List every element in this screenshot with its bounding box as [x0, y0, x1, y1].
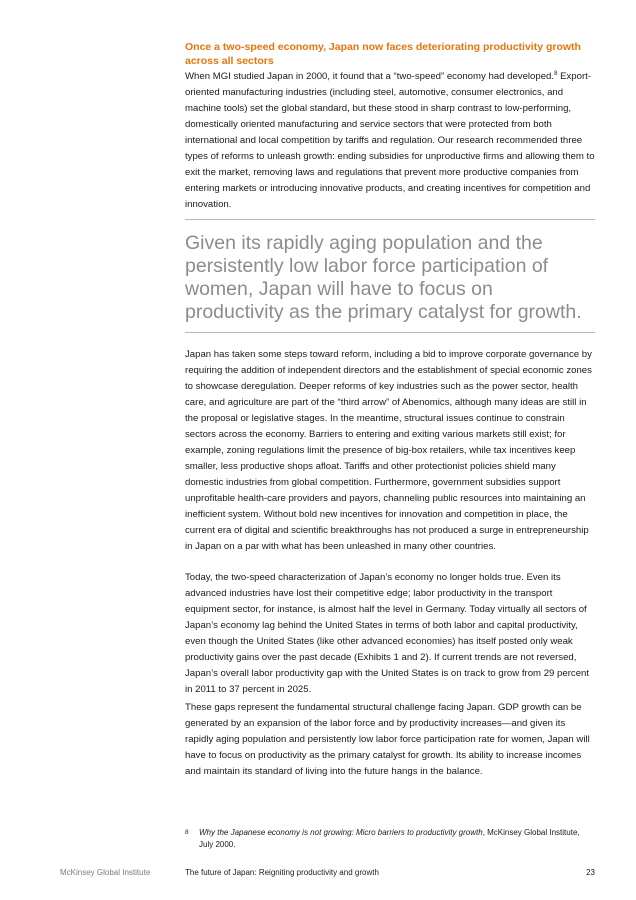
- body-paragraph-2: Japan has taken some steps toward reform, including a bid to improve corporate governance by requiring the addition of independent directors and the establishment of special economic zones to showcase deregulation. Deeper reforms of key industries such as the power sector, health care, and agriculture are part of the “third arrow” of Abenomics, although many ideas are still in the proposal or legislative stages. In the meantime, structural issues continue to constrain sectors across the economy. Barriers to entering and exiting various markets still exist; for example, zoning regulations limit the presence of big-box retailers, while tax incentives keep smaller, less productive shops afloat. Tariffs and other protectionist policies shield many domestic industries from global competition. Furthermore, government subsidies support unprofitable health-care providers and payors, channeling public resources into maintaining an inefficient system. Without bold new incentives for innovation and competition in place, the current era of digital and scientific breakthroughs has not produced a surge in entrepreneurship in Japan on a par with what has been unleashed in many other countries.: [185, 349, 592, 552]
- body-paragraph-1-text: When MGI studied Japan in 2000, it found that a “two-speed” economy had developed.: [185, 71, 555, 82]
- body-paragraph-1: [185, 69, 595, 213]
- footer-report-title: The future of Japan: Reigniting productivity and growth: [185, 868, 379, 877]
- pull-quote: Given its rapidly aging population and the persistently low labor force participation of women, Japan will have to focus on productivity as the primary catalyst for growth.: [185, 232, 582, 323]
- body-paragraph-1-continued: Export-oriented manufacturing industries (including steel, automotive, consumer electronics, and machine tools) set the global standard, but these stood in sharp contrast to low-performing, domestically oriented manufacturing and service sectors that were protected from both international and local competition by tariffs and regulation. Our research recommended three types of reforms to unleash growth: ending subsidies for unproductive firms and allowing them to exit the market, removing laws and regulations that prevent more productive companies from entering markets or introducing innovative products, and creating incentives for competition and innovation.: [185, 71, 595, 210]
- section-heading: Once a two-speed economy, Japan now faces deteriorating productivity growth across all sectors: [185, 41, 581, 67]
- body-paragraph-4: These gaps represent the fundamental structural challenge facing Japan. GDP growth can be generated by an expansion of the labor force and by productivity increases—and given its rapidly aging population and persistently low labor force participation rate for women, Japan will have to focus on productivity as the primary catalyst for growth. Its ability to increase incomes and maintain its standard of living into the future hangs in the balance.: [185, 702, 590, 777]
- footnote-title: Why the Japanese economy is not growing: Micro barriers to productivity growth: [199, 828, 483, 837]
- pull-quote-bottom-rule: [185, 332, 595, 333]
- footnote-source: , McKinsey Global Institute, July 2000.: [199, 828, 580, 849]
- body-paragraph-3: Today, the two-speed characterization of Japan’s economy no longer holds true. Even its advanced industries have lost their competitive edge; labor productivity in the transport equipment sector, for instance, is almost half the level in Germany. Today virtually all sectors of Japan’s economy lag behind the United States in terms of both labor and capital productivity, even though the United States (like other advanced economies) has itself posted only weak productivity gains over the past decade (Exhibits 1 and 2). If current trends are not reversed, Japan’s overall labor productivity gap with the United States is on track to grow from 29 percent in 2011 to 37 percent in 2025.: [185, 572, 590, 695]
- page-number: 23: [586, 868, 595, 877]
- footnote: [185, 827, 595, 851]
- pull-quote-top-rule: [185, 219, 595, 220]
- footnote-number: 8: [185, 829, 189, 836]
- footnote-reference: 8: [554, 71, 558, 77]
- footer-publisher: McKinsey Global Institute: [60, 868, 151, 877]
